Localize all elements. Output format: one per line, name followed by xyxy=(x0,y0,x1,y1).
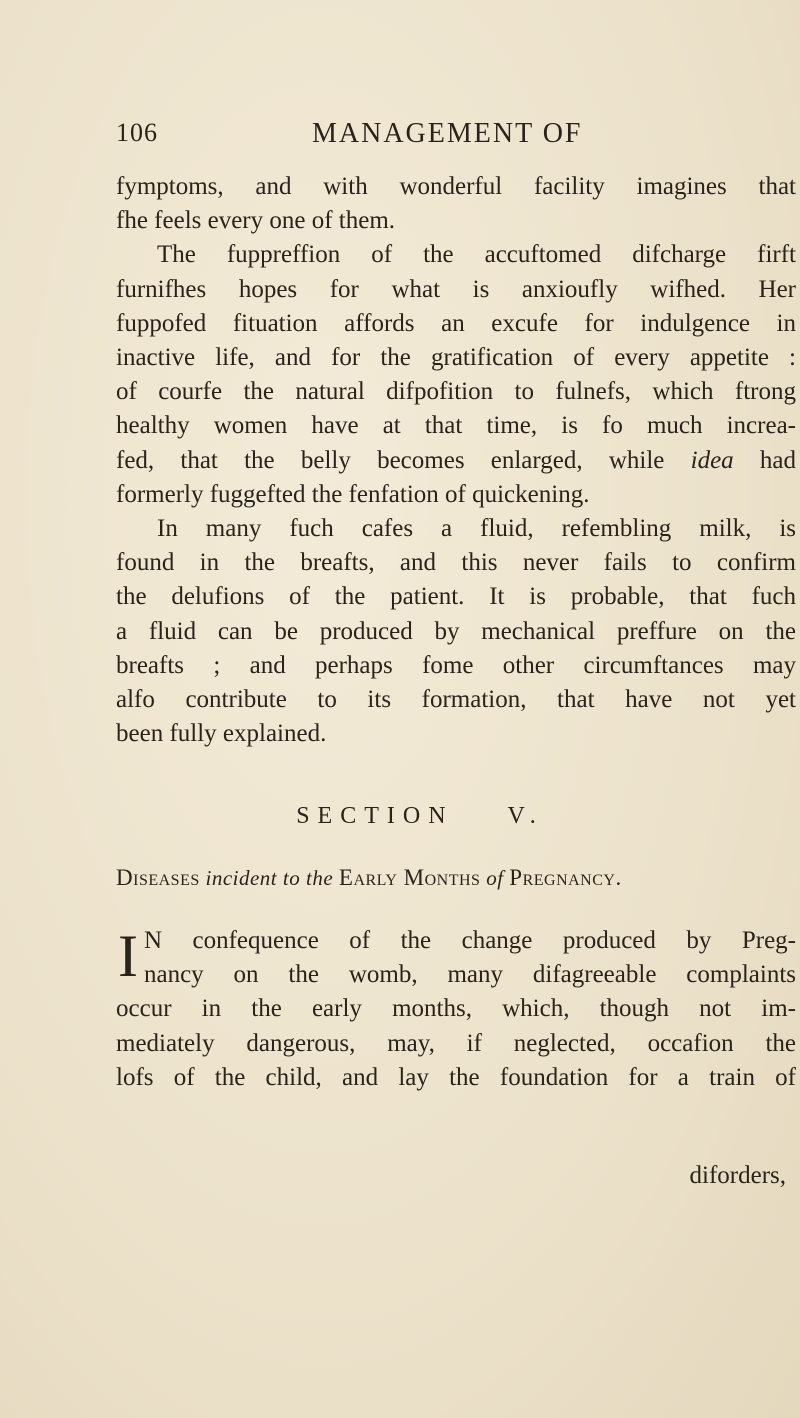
page-header xyxy=(116,118,796,158)
subtitle-part: Diseases xyxy=(116,865,200,890)
text-line: breafts ; and perhaps fome other circumftances may xyxy=(116,651,796,679)
text-line: occur in the early months, which, though not im- xyxy=(116,995,796,1023)
text-line: In many fuch cafes a fluid, refembling milk, is xyxy=(157,515,796,543)
running-head: MANAGEMENT OF xyxy=(312,118,583,149)
text-line: fymptoms, and with wonderful facility imagines that xyxy=(116,173,796,200)
subtitle-part: of xyxy=(486,866,504,890)
body-text xyxy=(116,170,796,751)
text-line: lofs of the child, and lay the foundation for a train of xyxy=(116,1063,796,1091)
text-line-with-italic xyxy=(116,444,796,478)
text-line: nancy on the womb, many difagreeable complaints xyxy=(143,961,796,989)
text-line: furnifhes hopes for what is anxioufly wifhed. Her xyxy=(116,275,796,303)
text-segment: had xyxy=(733,446,796,474)
text-line: formerly fuggefted the fenfation of quickening. xyxy=(116,480,590,508)
italic-word: idea xyxy=(690,446,734,474)
text-line: inactive life, and for the gratification of every appetite : xyxy=(116,344,796,372)
subtitle-part: Pregnancy. xyxy=(509,865,622,890)
text-line: N confequence of the change produced by Preg- xyxy=(143,927,796,954)
text-line: of courfe the natural difpofition to fulnefs, which ftrong xyxy=(116,378,796,406)
text-line: the delufions of the patient. It is probable, that fuch xyxy=(116,583,796,611)
page-number: 106 xyxy=(116,118,158,147)
text-line: a fluid can be produced by mechanical preffure on the xyxy=(116,617,796,645)
text-line: mediately dangerous, may, if neglected, occafion the xyxy=(116,1029,796,1057)
text-line: fhe feels every one of them. xyxy=(116,207,396,235)
section-heading xyxy=(0,803,800,830)
drop-cap: I xyxy=(118,923,138,989)
subtitle-part: incident to the xyxy=(205,866,334,890)
text-line: healthy women have at that time, is fo much increa- xyxy=(116,412,796,440)
text-line: The fuppreffion of the accuftomed difcharge firft xyxy=(157,241,796,269)
text-line: fuppofed fituation affords an excufe for indulgence in xyxy=(116,309,796,337)
subtitle-part: Early Months xyxy=(338,865,481,890)
text-segment: fed, that the belly becomes enlarged, while xyxy=(116,446,691,474)
text-line: found in the breafts, and this never fails to confirm xyxy=(116,549,796,577)
text-line: been fully explained. xyxy=(116,720,327,748)
section-subtitle xyxy=(116,865,796,891)
section-label: SECTION xyxy=(296,803,454,829)
section-numeral: V. xyxy=(507,803,544,829)
section-body xyxy=(116,924,796,1095)
catchword: diforders, xyxy=(689,1162,786,1189)
text-line: alfo contribute to its formation, that have not yet xyxy=(116,686,796,714)
